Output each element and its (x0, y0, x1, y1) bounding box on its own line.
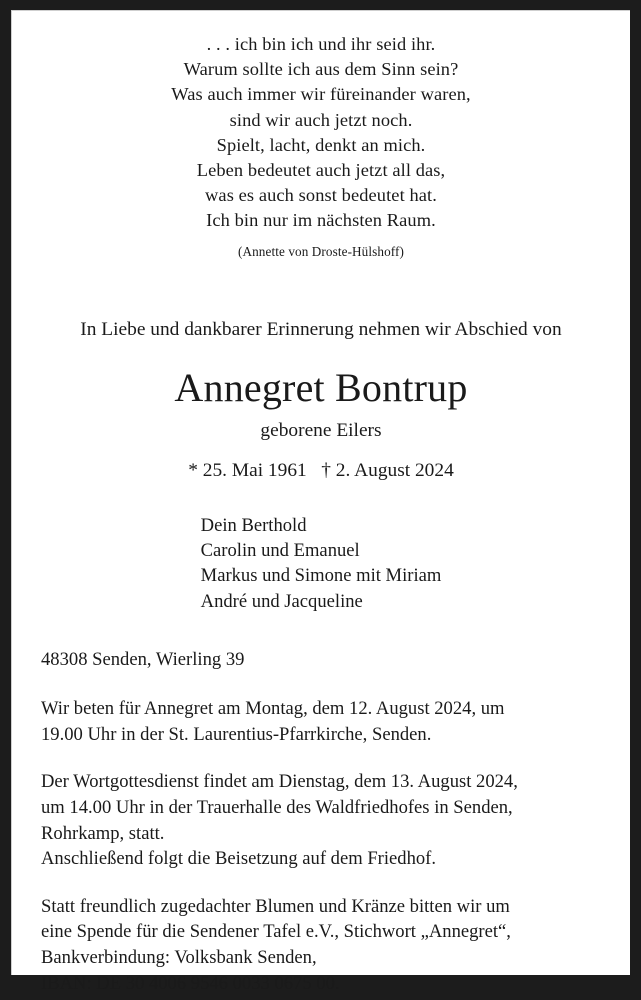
prayer-service-line: 19.00 Uhr in der St. Laurentius-Pfarrkirche, Senden. (41, 723, 432, 745)
prayer-service-line: Wir beten für Annegret am Montag, dem 12. August 2024, um (41, 698, 505, 720)
funeral-service-details (41, 769, 601, 871)
deceased-name: Annegret Bontrup (174, 364, 468, 410)
poem-line: Leben bedeutet auch jetzt all das, (196, 160, 446, 181)
donation-line: eine Spende für die Sendener Tafel e.V., Stichwort „Annegret“, (41, 921, 511, 943)
poem-line: was es auch sonst bedeutet hat. (205, 185, 437, 206)
poem-line: Spielt, lacht, denkt an mich. (216, 134, 426, 155)
obituary-card (11, 10, 630, 994)
survivor-line: Carolin und Emanuel (200, 540, 360, 562)
funeral-service-line: Der Wortgottesdienst findet am Dienstag, dem 13. August 2024, (41, 771, 518, 793)
donation-line: Statt freundlich zugedachter Blumen und Kränze bitten wir um (41, 895, 510, 917)
survivor-line: Dein Berthold (200, 514, 307, 536)
survivor-line: Markus und Simone mit Miriam (200, 565, 442, 587)
funeral-service-line: Rohrkamp, statt. (41, 822, 165, 844)
survivor-line: André und Jacqueline (200, 590, 363, 612)
poem-line: Ich bin nur im nächsten Raum. (206, 210, 436, 231)
memorial-poem (41, 11, 601, 234)
prayer-service-details (41, 696, 601, 747)
poem-line: Was auch immer wir füreinander waren, (171, 84, 471, 105)
family-address: 48308 Senden, Wierling 39 (41, 649, 245, 671)
funeral-service-line: um 14.00 Uhr in der Trauerhalle des Waldfriedhofes in Senden, (41, 797, 513, 819)
survivors-block (41, 513, 601, 615)
life-dates: * 25. Mai 1961 † 2. August 2024 (188, 459, 454, 481)
donation-line: Bankverbindung: Volksbank Senden, (41, 947, 317, 968)
donation-line: IBAN: DE 30 4006 9546 0033 0675 00. (41, 972, 340, 994)
poem-line: . . . ich bin ich und ihr seid ihr. (206, 34, 436, 54)
poem-line: Warum sollte ich aus dem Sinn sein? (183, 59, 459, 80)
maiden-name: geborene Eilers (260, 419, 382, 441)
donation-request (41, 894, 601, 996)
poem-attribution: (Annette von Droste-Hülshoff) (238, 243, 404, 259)
poem-line: sind wir auch jetzt noch. (229, 109, 413, 130)
introduction-text: In Liebe und dankbarer Erinnerung nehmen wir Abschied von (80, 318, 562, 340)
funeral-service-line: Anschließend folgt die Beisetzung auf dem Friedhof. (41, 848, 437, 870)
